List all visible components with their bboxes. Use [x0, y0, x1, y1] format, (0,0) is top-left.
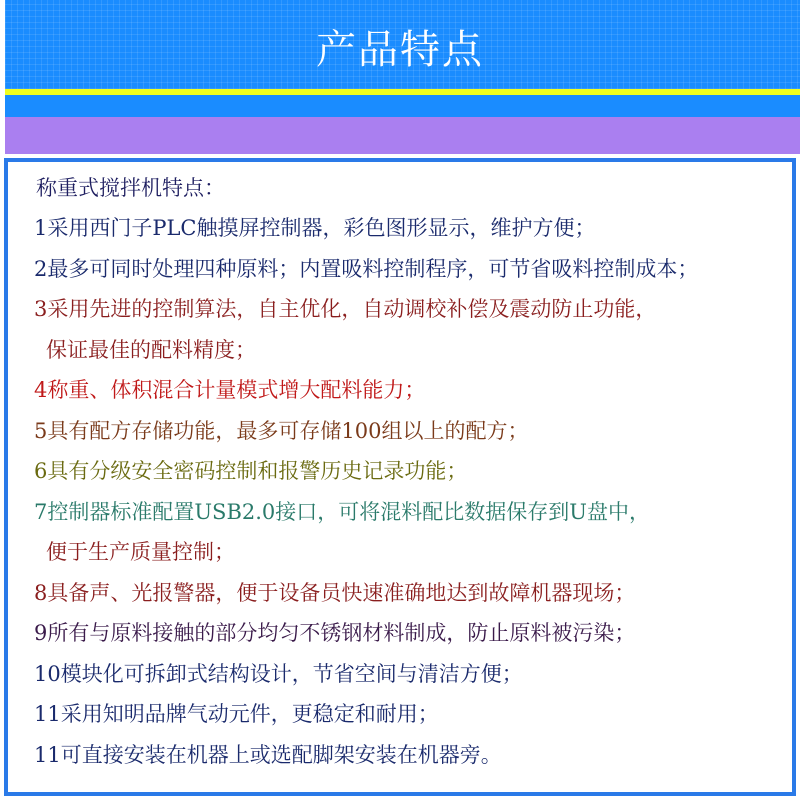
feature-line: 9所有与原料接触的部分均匀不锈钢材料制成，防止原料被污染；: [34, 621, 636, 645]
feature-line: 8具备声、光报警器，便于设备员快速准确地达到故障机器现场；: [34, 580, 636, 605]
feature-line: 1采用西门子PLC触摸屏控制器，彩色图形显示，维护方便；: [34, 216, 596, 240]
feature-line: 4称重、体积混合计量模式增大配料能力；: [34, 378, 426, 402]
feature-line: 2最多可同时处理四种原料；内置吸料控制程序，可节省吸料控制成本；: [34, 256, 699, 281]
feature-line: 11采用知明品牌气动元件，更稳定和耐用；: [34, 702, 439, 726]
feature-line: 3采用先进的控制算法，自主优化，自动调校补偿及震动防止功能，: [34, 297, 657, 321]
header-banner: [0, 0, 800, 160]
feature-line: 7控制器标准配置USB2.0接口，可将混料配比数据保存到U盘中，: [34, 499, 650, 524]
blue-stripe: [5, 95, 800, 117]
purple-stripe: [5, 117, 800, 154]
features-heading: 称重式搅拌机特点：: [36, 176, 225, 200]
features-list: [34, 208, 794, 775]
page-title: 产品特点: [316, 27, 484, 73]
feature-line: 5具有配方存储功能，最多可存储100组以上的配方；: [34, 418, 529, 443]
feature-line: 11可直接安装在机器上或选配脚架安装在机器旁。: [34, 742, 502, 767]
features-panel: [4, 158, 796, 796]
feature-line: 10模块化可拆卸式结构设计，节省空间与清洁方便；: [34, 661, 523, 686]
feature-line: 保证最佳的配料精度；: [46, 337, 256, 362]
feature-line: 便于生产质量控制；: [46, 540, 235, 564]
feature-line: 6具有分级安全密码控制和报警历史记录功能；: [34, 459, 468, 483]
